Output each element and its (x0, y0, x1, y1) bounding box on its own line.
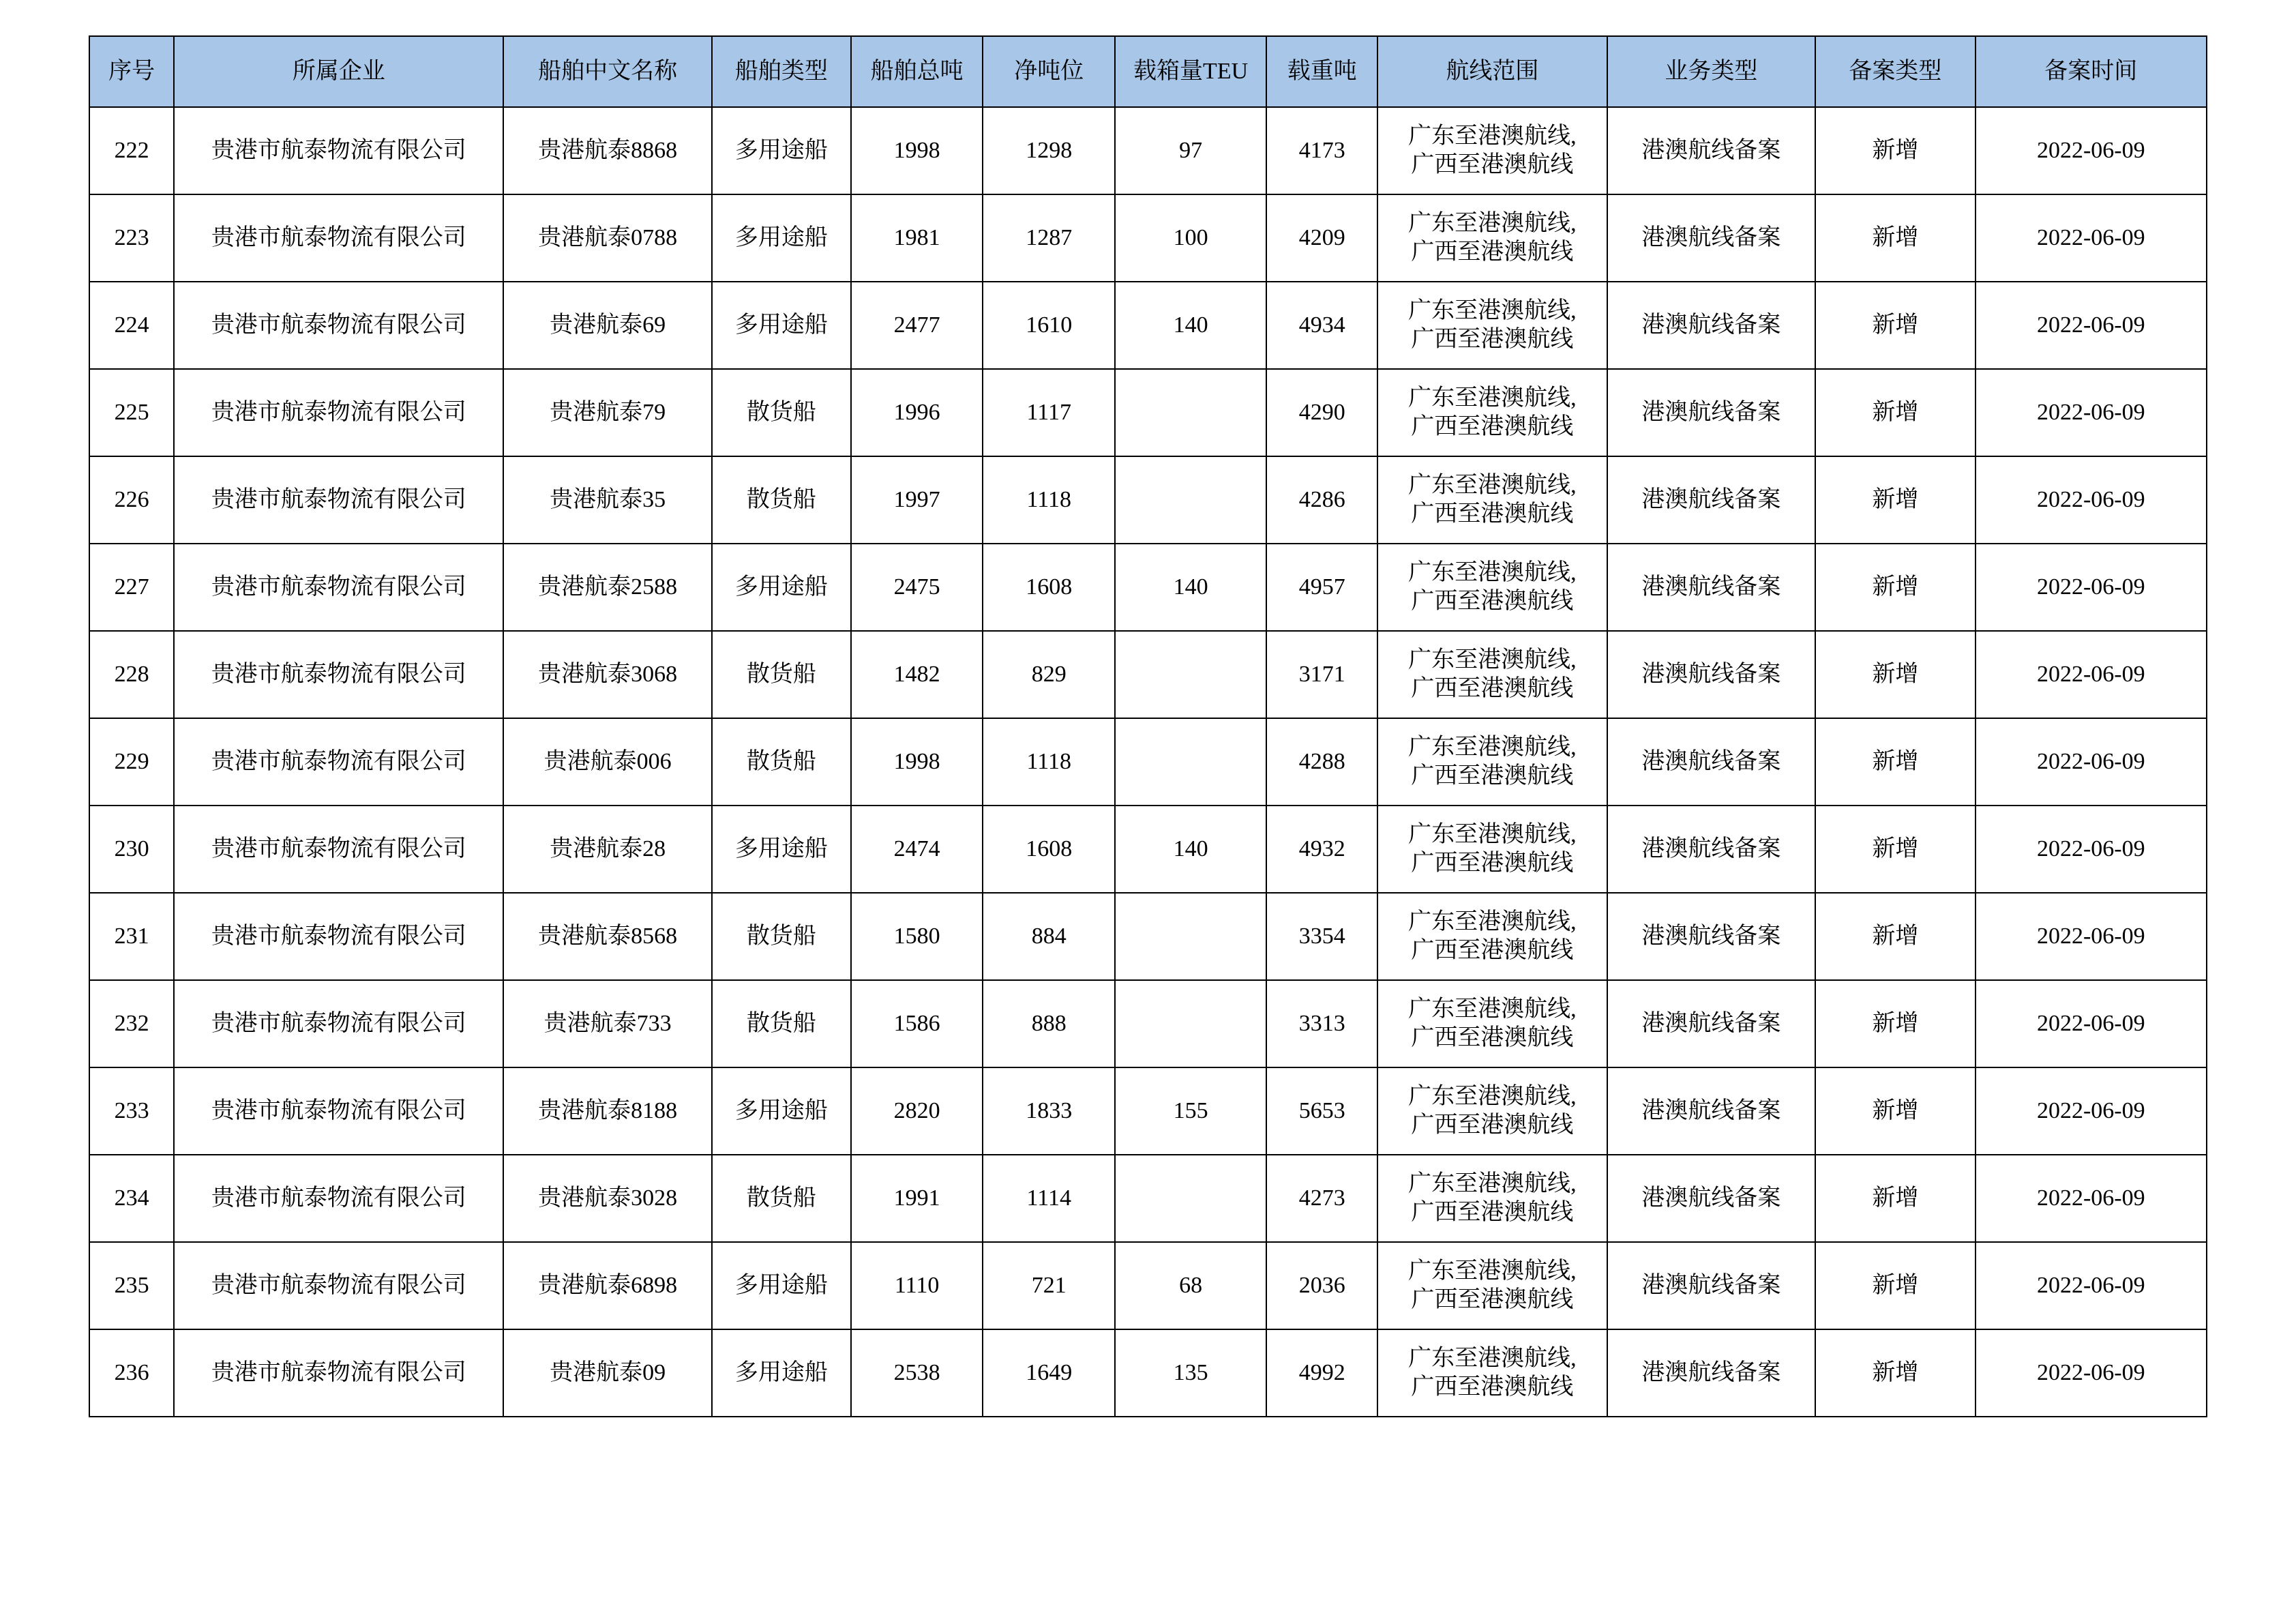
route-line-1: 广东至港澳航线, (1408, 385, 1577, 411)
cell-filing-type: 新增 (1815, 1329, 1975, 1417)
cell-deadweight: 4992 (1266, 1329, 1377, 1417)
cell-filing-date: 2022-06-09 (1976, 718, 2207, 806)
cell-ship-type: 散货船 (712, 893, 851, 980)
cell-ship-name: 贵港航泰8568 (503, 893, 712, 980)
cell-gross-tonnage: 1998 (851, 718, 983, 806)
cell-company: 贵港市航泰物流有限公司 (174, 544, 503, 631)
cell-net-tonnage: 1608 (983, 806, 1115, 893)
cell-ship-name: 贵港航泰69 (503, 282, 712, 369)
cell-company: 贵港市航泰物流有限公司 (174, 369, 503, 456)
cell-teu (1115, 456, 1266, 544)
cell-filing-type: 新增 (1815, 893, 1975, 980)
route-line-2: 广西至港澳航线 (1411, 1374, 1574, 1400)
cell-filing-date: 2022-06-09 (1976, 806, 2207, 893)
cell-teu (1115, 893, 1266, 980)
cell-filing-type: 新增 (1815, 1067, 1975, 1155)
cell-net-tonnage: 1833 (983, 1067, 1115, 1155)
route-line-1: 广东至港澳航线, (1408, 123, 1577, 149)
cell-company: 贵港市航泰物流有限公司 (174, 1329, 503, 1417)
cell-route-range (1377, 544, 1607, 631)
cell-teu: 155 (1115, 1067, 1266, 1155)
cell-net-tonnage: 1610 (983, 282, 1115, 369)
cell-filing-type: 新增 (1815, 369, 1975, 456)
column-header-index: 序号 (89, 36, 174, 107)
route-line-2: 广西至港澳航线 (1411, 1200, 1574, 1225)
cell-filing-type: 新增 (1815, 107, 1975, 194)
column-header-gross-tonnage: 船舶总吨 (851, 36, 983, 107)
table-header-row (89, 36, 2207, 107)
table-row (89, 369, 2207, 456)
cell-filing-type: 新增 (1815, 282, 1975, 369)
cell-company: 贵港市航泰物流有限公司 (174, 107, 503, 194)
cell-ship-name: 贵港航泰0788 (503, 194, 712, 282)
route-line-2: 广西至港澳航线 (1411, 676, 1574, 701)
cell-gross-tonnage: 1981 (851, 194, 983, 282)
cell-filing-type: 新增 (1815, 980, 1975, 1067)
cell-ship-name: 贵港航泰006 (503, 718, 712, 806)
cell-filing-date: 2022-06-09 (1976, 456, 2207, 544)
route-line-1: 广东至港澳航线, (1408, 472, 1577, 498)
route-line-1: 广东至港澳航线, (1408, 1258, 1577, 1284)
cell-deadweight: 4957 (1266, 544, 1377, 631)
cell-ship-name: 贵港航泰8868 (503, 107, 712, 194)
cell-ship-type: 散货船 (712, 631, 851, 718)
column-header-ship-name: 船舶中文名称 (503, 36, 712, 107)
cell-company: 贵港市航泰物流有限公司 (174, 1242, 503, 1329)
cell-filing-type: 新增 (1815, 1242, 1975, 1329)
cell-ship-name: 贵港航泰8188 (503, 1067, 712, 1155)
cell-teu: 100 (1115, 194, 1266, 282)
cell-business-type: 港澳航线备案 (1607, 718, 1816, 806)
cell-ship-type: 散货船 (712, 980, 851, 1067)
cell-gross-tonnage: 1586 (851, 980, 983, 1067)
cell-filing-date: 2022-06-09 (1976, 1242, 2207, 1329)
cell-ship-name: 贵港航泰3028 (503, 1155, 712, 1242)
cell-filing-type: 新增 (1815, 1155, 1975, 1242)
cell-net-tonnage: 1298 (983, 107, 1115, 194)
cell-teu: 140 (1115, 544, 1266, 631)
cell-teu: 68 (1115, 1242, 1266, 1329)
cell-route-range (1377, 980, 1607, 1067)
cell-ship-name: 贵港航泰6898 (503, 1242, 712, 1329)
cell-route-range (1377, 456, 1607, 544)
cell-net-tonnage: 721 (983, 1242, 1115, 1329)
cell-route-range (1377, 1155, 1607, 1242)
cell-net-tonnage: 1114 (983, 1155, 1115, 1242)
cell-filing-date: 2022-06-09 (1976, 1067, 2207, 1155)
cell-net-tonnage: 1649 (983, 1329, 1115, 1417)
cell-filing-date: 2022-06-09 (1976, 282, 2207, 369)
column-header-ship-type: 船舶类型 (712, 36, 851, 107)
route-line-1: 广东至港澳航线, (1408, 559, 1577, 585)
cell-filing-type: 新增 (1815, 806, 1975, 893)
cell-net-tonnage: 888 (983, 980, 1115, 1067)
cell-ship-name: 贵港航泰79 (503, 369, 712, 456)
table-row (89, 1242, 2207, 1329)
cell-teu: 97 (1115, 107, 1266, 194)
cell-company: 贵港市航泰物流有限公司 (174, 718, 503, 806)
route-line-2: 广西至港澳航线 (1411, 589, 1574, 614)
cell-ship-name: 贵港航泰09 (503, 1329, 712, 1417)
cell-business-type: 港澳航线备案 (1607, 194, 1816, 282)
table-row (89, 1329, 2207, 1417)
cell-ship-type: 多用途船 (712, 194, 851, 282)
column-header-deadweight: 载重吨 (1266, 36, 1377, 107)
cell-deadweight: 4932 (1266, 806, 1377, 893)
cell-gross-tonnage: 2475 (851, 544, 983, 631)
cell-deadweight: 3171 (1266, 631, 1377, 718)
table-row (89, 1155, 2207, 1242)
cell-teu (1115, 631, 1266, 718)
route-line-2: 广西至港澳航线 (1411, 1025, 1574, 1050)
cell-deadweight: 4288 (1266, 718, 1377, 806)
cell-deadweight: 4290 (1266, 369, 1377, 456)
cell-gross-tonnage: 1482 (851, 631, 983, 718)
column-header-teu: 载箱量TEU (1115, 36, 1266, 107)
cell-ship-type: 多用途船 (712, 1242, 851, 1329)
column-header-company: 所属企业 (174, 36, 503, 107)
route-line-1: 广东至港澳航线, (1408, 734, 1577, 760)
cell-ship-type: 多用途船 (712, 107, 851, 194)
cell-ship-name: 贵港航泰28 (503, 806, 712, 893)
cell-index: 231 (89, 893, 174, 980)
cell-route-range (1377, 1329, 1607, 1417)
cell-company: 贵港市航泰物流有限公司 (174, 1067, 503, 1155)
cell-net-tonnage: 1118 (983, 718, 1115, 806)
table-row (89, 893, 2207, 980)
route-line-2: 广西至港澳航线 (1411, 938, 1574, 963)
cell-filing-type: 新增 (1815, 194, 1975, 282)
table-row (89, 631, 2207, 718)
cell-gross-tonnage: 1996 (851, 369, 983, 456)
cell-filing-date: 2022-06-09 (1976, 544, 2207, 631)
cell-teu: 140 (1115, 282, 1266, 369)
table-row (89, 194, 2207, 282)
cell-index: 235 (89, 1242, 174, 1329)
cell-gross-tonnage: 2820 (851, 1067, 983, 1155)
cell-ship-type: 多用途船 (712, 1329, 851, 1417)
table-row (89, 544, 2207, 631)
cell-ship-type: 散货船 (712, 369, 851, 456)
table-row (89, 456, 2207, 544)
cell-deadweight: 4934 (1266, 282, 1377, 369)
cell-gross-tonnage: 1997 (851, 456, 983, 544)
cell-filing-type: 新增 (1815, 456, 1975, 544)
cell-ship-type: 多用途船 (712, 544, 851, 631)
cell-deadweight: 4286 (1266, 456, 1377, 544)
cell-ship-name: 贵港航泰3068 (503, 631, 712, 718)
route-line-1: 广东至港澳航线, (1408, 821, 1577, 847)
table-row (89, 282, 2207, 369)
cell-deadweight: 3354 (1266, 893, 1377, 980)
route-line-2: 广西至港澳航线 (1411, 414, 1574, 439)
cell-business-type: 港澳航线备案 (1607, 980, 1816, 1067)
cell-route-range (1377, 107, 1607, 194)
route-line-1: 广东至港澳航线, (1408, 297, 1577, 323)
cell-ship-type: 多用途船 (712, 282, 851, 369)
route-line-2: 广西至港澳航线 (1411, 1112, 1574, 1138)
route-line-1: 广东至港澳航线, (1408, 909, 1577, 934)
cell-business-type: 港澳航线备案 (1607, 631, 1816, 718)
cell-index: 225 (89, 369, 174, 456)
cell-route-range (1377, 718, 1607, 806)
cell-gross-tonnage: 1991 (851, 1155, 983, 1242)
route-line-1: 广东至港澳航线, (1408, 996, 1577, 1022)
cell-gross-tonnage: 1580 (851, 893, 983, 980)
route-line-1: 广东至港澳航线, (1408, 1345, 1577, 1371)
cell-company: 贵港市航泰物流有限公司 (174, 282, 503, 369)
cell-ship-name: 贵港航泰2588 (503, 544, 712, 631)
cell-business-type: 港澳航线备案 (1607, 1155, 1816, 1242)
cell-route-range (1377, 282, 1607, 369)
route-line-2: 广西至港澳航线 (1411, 239, 1574, 265)
cell-teu (1115, 369, 1266, 456)
cell-net-tonnage: 1118 (983, 456, 1115, 544)
cell-gross-tonnage: 1110 (851, 1242, 983, 1329)
table-row (89, 107, 2207, 194)
route-line-1: 广东至港澳航线, (1408, 647, 1577, 673)
cell-filing-date: 2022-06-09 (1976, 893, 2207, 980)
cell-business-type: 港澳航线备案 (1607, 107, 1816, 194)
cell-filing-date: 2022-06-09 (1976, 1329, 2207, 1417)
column-header-net-tonnage: 净吨位 (983, 36, 1115, 107)
column-header-business-type: 业务类型 (1607, 36, 1816, 107)
cell-deadweight: 4273 (1266, 1155, 1377, 1242)
cell-index: 223 (89, 194, 174, 282)
cell-filing-type: 新增 (1815, 631, 1975, 718)
cell-route-range (1377, 1067, 1607, 1155)
table-body (89, 107, 2207, 1417)
cell-index: 226 (89, 456, 174, 544)
cell-route-range (1377, 893, 1607, 980)
cell-gross-tonnage: 2538 (851, 1329, 983, 1417)
cell-company: 贵港市航泰物流有限公司 (174, 893, 503, 980)
cell-company: 贵港市航泰物流有限公司 (174, 456, 503, 544)
table-row (89, 718, 2207, 806)
cell-business-type: 港澳航线备案 (1607, 544, 1816, 631)
cell-filing-type: 新增 (1815, 544, 1975, 631)
cell-company: 贵港市航泰物流有限公司 (174, 631, 503, 718)
cell-ship-type: 多用途船 (712, 1067, 851, 1155)
cell-filing-date: 2022-06-09 (1976, 631, 2207, 718)
cell-route-range (1377, 194, 1607, 282)
cell-index: 236 (89, 1329, 174, 1417)
cell-business-type: 港澳航线备案 (1607, 1329, 1816, 1417)
cell-ship-type: 散货船 (712, 718, 851, 806)
cell-filing-date: 2022-06-09 (1976, 980, 2207, 1067)
cell-business-type: 港澳航线备案 (1607, 806, 1816, 893)
cell-deadweight: 2036 (1266, 1242, 1377, 1329)
route-line-1: 广东至港澳航线, (1408, 1170, 1577, 1196)
cell-index: 234 (89, 1155, 174, 1242)
cell-deadweight: 5653 (1266, 1067, 1377, 1155)
cell-filing-date: 2022-06-09 (1976, 369, 2207, 456)
column-header-filing-type: 备案类型 (1815, 36, 1975, 107)
cell-index: 229 (89, 718, 174, 806)
cell-filing-date: 2022-06-09 (1976, 107, 2207, 194)
cell-filing-date: 2022-06-09 (1976, 1155, 2207, 1242)
cell-business-type: 港澳航线备案 (1607, 893, 1816, 980)
cell-index: 222 (89, 107, 174, 194)
cell-deadweight: 3313 (1266, 980, 1377, 1067)
cell-company: 贵港市航泰物流有限公司 (174, 980, 503, 1067)
cell-route-range (1377, 1242, 1607, 1329)
cell-business-type: 港澳航线备案 (1607, 1067, 1816, 1155)
cell-index: 230 (89, 806, 174, 893)
table-row (89, 806, 2207, 893)
column-header-route-range: 航线范围 (1377, 36, 1607, 107)
cell-company: 贵港市航泰物流有限公司 (174, 1155, 503, 1242)
cell-ship-name: 贵港航泰35 (503, 456, 712, 544)
table-row (89, 980, 2207, 1067)
cell-ship-type: 多用途船 (712, 806, 851, 893)
cell-index: 233 (89, 1067, 174, 1155)
route-line-2: 广西至港澳航线 (1411, 501, 1574, 527)
cell-deadweight: 4173 (1266, 107, 1377, 194)
cell-ship-type: 散货船 (712, 1155, 851, 1242)
table-row (89, 1067, 2207, 1155)
cell-teu (1115, 718, 1266, 806)
cell-route-range (1377, 369, 1607, 456)
cell-net-tonnage: 884 (983, 893, 1115, 980)
cell-net-tonnage: 1287 (983, 194, 1115, 282)
route-line-2: 广西至港澳航线 (1411, 327, 1574, 352)
cell-net-tonnage: 1117 (983, 369, 1115, 456)
column-header-filing-date: 备案时间 (1976, 36, 2207, 107)
cell-teu (1115, 1155, 1266, 1242)
cell-business-type: 港澳航线备案 (1607, 282, 1816, 369)
cell-gross-tonnage: 2477 (851, 282, 983, 369)
cell-index: 224 (89, 282, 174, 369)
cell-gross-tonnage: 1998 (851, 107, 983, 194)
route-line-1: 广东至港澳航线, (1408, 210, 1577, 236)
cell-business-type: 港澳航线备案 (1607, 456, 1816, 544)
cell-ship-type: 散货船 (712, 456, 851, 544)
cell-business-type: 港澳航线备案 (1607, 1242, 1816, 1329)
cell-teu (1115, 980, 1266, 1067)
cell-company: 贵港市航泰物流有限公司 (174, 194, 503, 282)
cell-teu: 135 (1115, 1329, 1266, 1417)
cell-index: 227 (89, 544, 174, 631)
cell-teu: 140 (1115, 806, 1266, 893)
cell-index: 232 (89, 980, 174, 1067)
cell-ship-name: 贵港航泰733 (503, 980, 712, 1067)
cell-deadweight: 4209 (1266, 194, 1377, 282)
route-line-2: 广西至港澳航线 (1411, 763, 1574, 788)
route-line-2: 广西至港澳航线 (1411, 1287, 1574, 1312)
table-header (89, 36, 2207, 107)
route-line-1: 广东至港澳航线, (1408, 1083, 1577, 1109)
cell-filing-date: 2022-06-09 (1976, 194, 2207, 282)
cell-index: 228 (89, 631, 174, 718)
cell-business-type: 港澳航线备案 (1607, 369, 1816, 456)
cell-company: 贵港市航泰物流有限公司 (174, 806, 503, 893)
cell-net-tonnage: 829 (983, 631, 1115, 718)
route-line-2: 广西至港澳航线 (1411, 152, 1574, 177)
cell-route-range (1377, 806, 1607, 893)
route-line-2: 广西至港澳航线 (1411, 851, 1574, 876)
cell-gross-tonnage: 2474 (851, 806, 983, 893)
cell-net-tonnage: 1608 (983, 544, 1115, 631)
ship-filing-table (89, 35, 2207, 1417)
cell-filing-type: 新增 (1815, 718, 1975, 806)
cell-route-range (1377, 631, 1607, 718)
